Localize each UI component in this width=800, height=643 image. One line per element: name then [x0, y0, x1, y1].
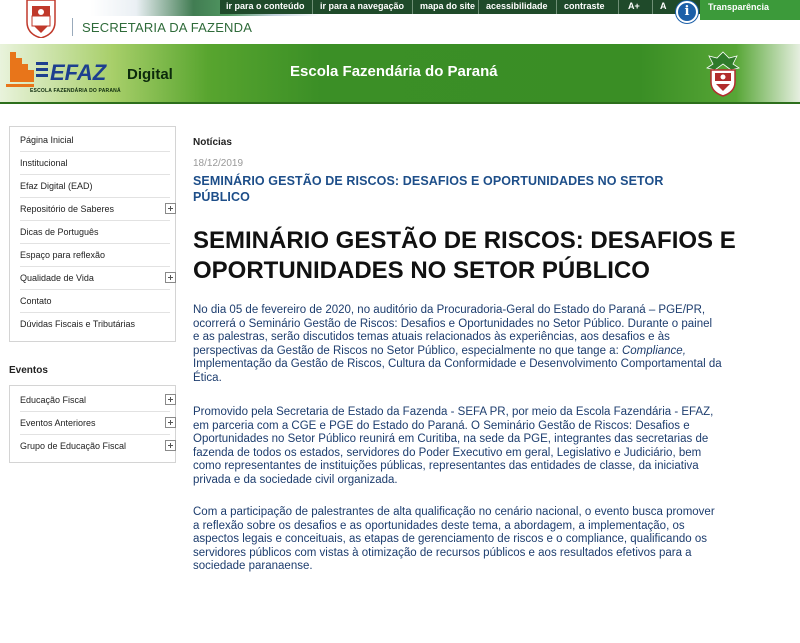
- sidebar-item-repositorio[interactable]: [20, 198, 170, 221]
- gov-header: [0, 0, 800, 44]
- compliance-term: Compliance,: [621, 344, 686, 357]
- sidebar-item-label: Grupo de Educação Fiscal: [20, 441, 127, 451]
- sidebar-item-label: Qualidade de Vida: [20, 273, 94, 283]
- text-line: sociedade paranaense.: [193, 560, 313, 573]
- separator: [312, 0, 313, 14]
- text-line: Promovido pela Secretaria de Estado da Fazenda - SEFA PR, por meio da Escola Fazendária - EFAZ,: [193, 406, 714, 418]
- expand-plus-icon[interactable]: [165, 203, 176, 214]
- sidebar-item-label: Institucional: [20, 158, 68, 168]
- sidebar-item-educacao-fiscal[interactable]: [20, 389, 170, 412]
- text-line: [193, 345, 787, 359]
- font-decrease-link[interactable]: A: [660, 1, 667, 11]
- text-line: Oportunidades no Setor Público reunirá em Curitiba, na sede da PGE, integrantes das secretarias de: [193, 433, 709, 446]
- text-line: em parceria com a CGE e PGE do Estado do Paraná. O Seminário Gestão de Riscos: Desafios e: [193, 419, 690, 432]
- text-line: ocorrerá o Seminário Gestão de Riscos: Desafios e Oportunidades no Setor Público. Durante o painel: [193, 317, 713, 330]
- eventos-menu: [9, 385, 176, 463]
- sidebar-item-dicas-portugues[interactable]: [20, 221, 170, 244]
- news-subtitle-link[interactable]: [193, 173, 763, 205]
- headline-line: SEMINÁRIO GESTÃO DE RISCOS: DESAFIOS E: [193, 227, 736, 254]
- secretaria-link[interactable]: SECRETARIA DA FAZENDA: [82, 20, 253, 35]
- sidebar-item-qualidade-vida[interactable]: [20, 267, 170, 290]
- subtitle-line: PÚBLICO: [193, 190, 250, 204]
- accessibility-link[interactable]: acessibilidade: [486, 1, 548, 11]
- sidebar-item-label: Eventos Anteriores: [20, 418, 96, 428]
- subtitle-line: SEMINÁRIO GESTÃO DE RISCOS: DESAFIOS E OPORTUNIDADES NO SETOR: [193, 174, 664, 188]
- text-line: aspectos legais e conceituais, as etapas de gerenciamento de riscos e o compliance, qualificando os: [193, 533, 707, 546]
- paragraph-2: [193, 406, 787, 488]
- sitemap-link[interactable]: mapa do site: [420, 1, 476, 11]
- skip-to-content-link[interactable]: ir para o conteúdo: [226, 1, 305, 11]
- text-line: Com a participação de palestrantes de alta qualificação no cenário nacional, o evento busca promover: [193, 506, 715, 518]
- header-divider: [72, 18, 73, 36]
- text-line: servidores públicos com vistas à otimização de recursos públicos e aos resultados efetivos para a: [193, 546, 692, 559]
- sidebar-item-label: Página Inicial: [20, 135, 74, 145]
- news-headline: [193, 226, 793, 286]
- text-line: como representantes de instituições públicas, representantes das entidades de classe, da iniciativa: [193, 460, 699, 473]
- transparencia-link[interactable]: Transparência: [700, 0, 800, 20]
- efaz-digital-label: Digital: [127, 66, 173, 83]
- info-icon[interactable]: i: [676, 1, 698, 23]
- expand-plus-icon[interactable]: [165, 272, 176, 283]
- sidebar-item-pagina-inicial[interactable]: [20, 129, 170, 152]
- parana-crest-icon: [703, 50, 743, 98]
- text-line: e as palestras, serão discutidos temas atuais relacionados às experiências, aos desafios e às: [193, 331, 670, 344]
- paragraph-3: [193, 506, 787, 574]
- expand-plus-icon[interactable]: [165, 417, 176, 428]
- expand-plus-icon[interactable]: [165, 394, 176, 405]
- sidebar-menu: [9, 126, 176, 342]
- expand-plus-icon[interactable]: [165, 440, 176, 451]
- efaz-wordmark: EFAZ: [50, 60, 107, 85]
- text-line: No dia 05 de fevereiro de 2020, no auditório da Procuradoria-Geral do Estado do Paraná – PGE/PR,: [193, 304, 706, 316]
- separator: [652, 0, 653, 14]
- news-date: 18/12/2019: [193, 158, 244, 169]
- eventos-heading: Eventos: [9, 365, 48, 376]
- sidebar-item-label: Efaz Digital (EAD): [20, 181, 93, 191]
- text-line: Ética.: [193, 371, 222, 384]
- text-line: a reflexão sobre os desafios e as oportunidades deste tema, a abordagem, a implementação, os: [193, 519, 685, 532]
- headline-line: OPORTUNIDADES NO SETOR PÚBLICO: [193, 257, 650, 284]
- efaz-logo-subtitle: ESCOLA FAZENDÁRIA DO PARANÁ: [30, 88, 121, 94]
- sidebar-item-label: Repositório de Saberes: [20, 204, 115, 214]
- font-increase-link[interactable]: A+: [628, 1, 640, 11]
- sidebar-item-duvidas-fiscais[interactable]: [20, 313, 170, 336]
- separator: [478, 0, 479, 14]
- contrast-link[interactable]: contraste: [564, 1, 605, 11]
- banner-border: [0, 102, 800, 104]
- sidebar-item-efaz-digital[interactable]: [20, 175, 170, 198]
- parana-seal-icon[interactable]: [24, 0, 58, 38]
- text-line: fazenda de todos os estados, servidores do Poder Executivo em geral, Legislativo e Judiciário, bem: [193, 446, 702, 459]
- sidebar-item-label: Dicas de Português: [20, 227, 99, 237]
- text-line: privada e da sociedade civil organizada.: [193, 473, 398, 486]
- paragraph-1: [193, 304, 787, 386]
- sidebar-item-label: Contato: [20, 296, 52, 306]
- sidebar-item-label: Espaço para reflexão: [20, 250, 106, 260]
- separator: [556, 0, 557, 14]
- sidebar-item-grupo-educacao-fiscal[interactable]: [20, 435, 170, 458]
- sidebar-item-label: Educação Fiscal: [20, 395, 87, 405]
- sidebar-item-label: Dúvidas Fiscais e Tributárias: [20, 319, 136, 329]
- text-span: perspectivas da Gestão de Riscos no Setor Público, especialmente no que tange a:: [193, 344, 622, 357]
- site-title[interactable]: Escola Fazendária do Paraná: [290, 63, 498, 80]
- separator: [618, 0, 619, 14]
- text-line: Implementação da Gestão de Riscos, Cultura da Conformidade e Desenvolvimento Comportamental da: [193, 358, 722, 371]
- section-title: Notícias: [193, 137, 232, 148]
- skip-to-navigation-link[interactable]: ir para a navegação: [320, 1, 405, 11]
- sidebar-item-eventos-anteriores[interactable]: [20, 412, 170, 435]
- sidebar-item-espaco-reflexao[interactable]: [20, 244, 170, 267]
- separator: [412, 0, 413, 14]
- sidebar-item-contato[interactable]: [20, 290, 170, 313]
- sidebar-item-institucional[interactable]: [20, 152, 170, 175]
